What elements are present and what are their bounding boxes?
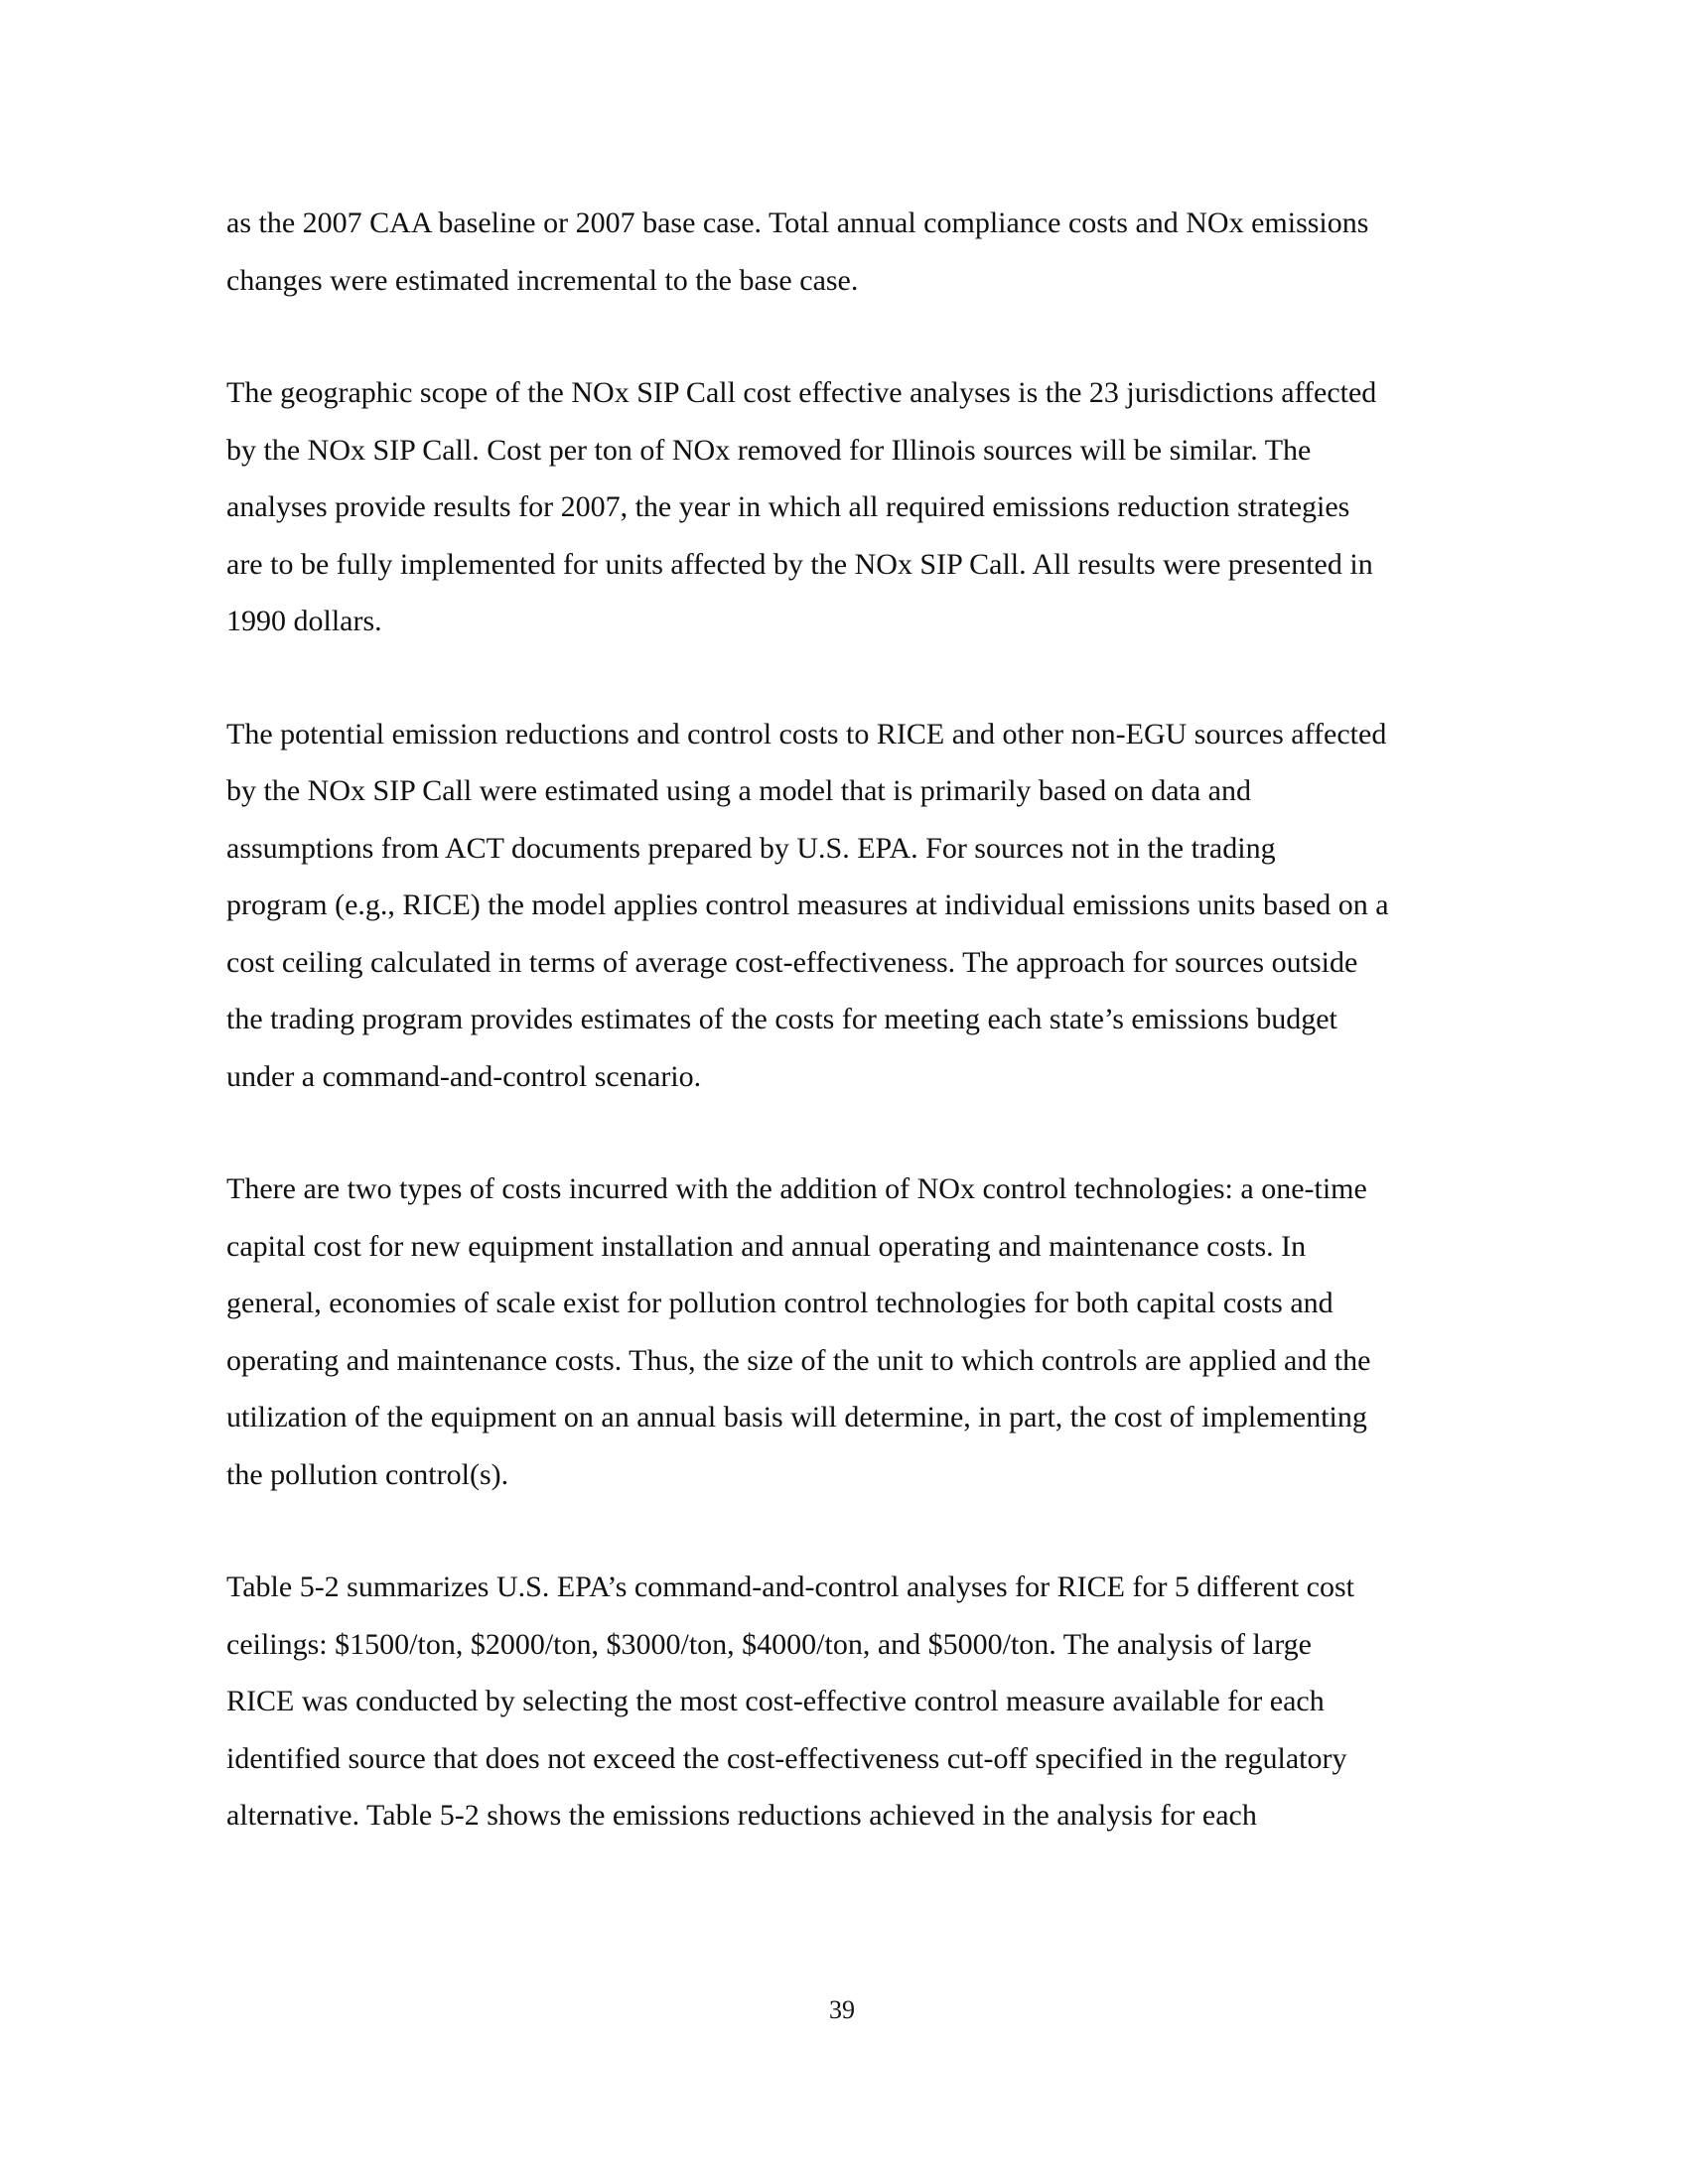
text-line: cost ceiling calculated in terms of average cost-effectiveness. The approach for sources outside: [226, 945, 1358, 979]
text-line: program (e.g., RICE) the model applies control measures at individual emissions units based on a: [226, 888, 1389, 921]
text-line: Table 5-2 summarizes U.S. EPA’s command-and-control analyses for RICE for 5 different cost: [226, 1570, 1354, 1603]
text-line: alternative. Table 5-2 shows the emissions reductions achieved in the analysis for each: [226, 1799, 1257, 1832]
text-line: the pollution control(s).: [226, 1457, 509, 1491]
text-line: RICE was conducted by selecting the most cost-effective control measure available for each: [226, 1685, 1325, 1717]
text-line: the trading program provides estimates of the costs for meeting each state’s emissions budget: [226, 1003, 1337, 1035]
text-line: The geographic scope of the NOx SIP Call cost effective analyses is the 23 jurisdictions affected: [226, 376, 1377, 409]
text-line: capital cost for new equipment installation and annual operating and maintenance costs. In: [226, 1229, 1307, 1263]
document-body: [226, 195, 1507, 1844]
text-line: The potential emission reductions and control costs to RICE and other non-EGU sources affected: [226, 717, 1387, 751]
text-line: are to be fully implemented for units affected by the NOx SIP Call. All results were presented in: [226, 547, 1373, 581]
text-line: assumptions from ACT documents prepared by U.S. EPA. For sources not in the trading: [226, 831, 1276, 865]
text-line: utilization of the equipment on an annual basis will determine, in part, the cost of implementing: [226, 1401, 1367, 1433]
text-line: under a command-and-control scenario.: [226, 1059, 702, 1093]
text-line: ceilings: $1500/ton, $2000/ton, $3000/ton, $4000/ton, and $5000/ton. The analysis of large: [226, 1627, 1312, 1661]
text-line: as the 2007 CAA baseline or 2007 base case. Total annual compliance costs and NOx emissions: [226, 206, 1369, 239]
text-line: by the NOx SIP Call were estimated using a model that is primarily based on data and: [226, 774, 1251, 807]
paragraph-baseline: [226, 195, 1507, 309]
text-line: operating and maintenance costs. Thus, the size of the unit to which controls are applied and the: [226, 1343, 1371, 1377]
paragraph-geographic-scope: [226, 364, 1507, 650]
text-line: 1990 dollars.: [226, 605, 382, 637]
text-line: changes were estimated incremental to the base case.: [226, 263, 859, 297]
text-line: analyses provide results for 2007, the year in which all required emissions reduction strategies: [226, 490, 1350, 523]
paragraph-emission-reductions: [226, 706, 1507, 1106]
text-line: There are two types of costs incurred with the addition of NOx control technologies: a one-time: [226, 1172, 1367, 1205]
page-number: 39: [829, 1995, 855, 2024]
paragraph-cost-types: [226, 1160, 1507, 1503]
text-line: by the NOx SIP Call. Cost per ton of NOx removed for Illinois sources will be similar. The: [226, 433, 1312, 467]
text-line: identified source that does not exceed the cost-effectiveness cut-off specified in the regulatory: [226, 1741, 1347, 1775]
text-line: general, economies of scale exist for pollution control technologies for both capital costs and: [226, 1287, 1333, 1319]
paragraph-table-summary: [226, 1559, 1507, 1844]
